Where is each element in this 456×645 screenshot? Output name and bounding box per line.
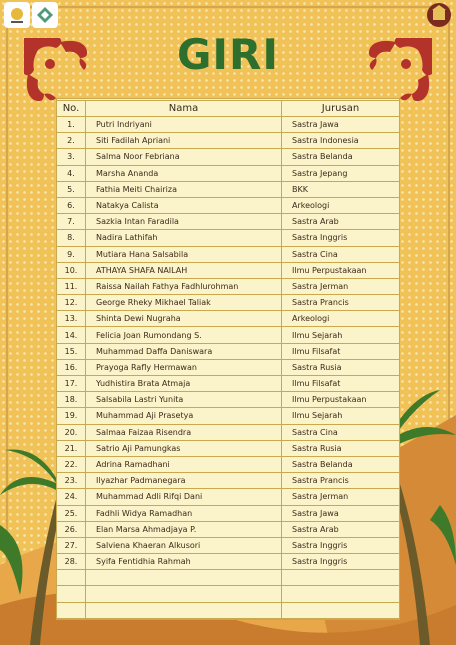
page-title: GIRI bbox=[176, 30, 280, 79]
cell-no: 22. bbox=[57, 456, 86, 472]
cell-nama: Yudhistira Brata Atmaja bbox=[86, 376, 282, 392]
cell-no: 9. bbox=[57, 246, 86, 262]
cell-jurusan: Sastra Jerman bbox=[282, 278, 400, 294]
cell-jurusan: Sastra Cina bbox=[282, 246, 400, 262]
cell-no: 11. bbox=[57, 278, 86, 294]
cell-nama: Raissa Nailah Fathya Fadhlurohman bbox=[86, 278, 282, 294]
empty-row bbox=[57, 602, 400, 618]
cell-no: 18. bbox=[57, 392, 86, 408]
empty-cell bbox=[282, 570, 400, 586]
cell-no: 21. bbox=[57, 440, 86, 456]
cell-nama: Ilyazhar Padmanegara bbox=[86, 473, 282, 489]
cell-nama: Muhammad Daffa Daniswara bbox=[86, 343, 282, 359]
table-row bbox=[57, 489, 400, 505]
cell-no: 16. bbox=[57, 359, 86, 375]
cell-no: 26. bbox=[57, 521, 86, 537]
cell-no: 20. bbox=[57, 424, 86, 440]
cell-jurusan: Sastra Rusia bbox=[282, 359, 400, 375]
cell-no: 5. bbox=[57, 181, 86, 197]
cell-no: 12. bbox=[57, 295, 86, 311]
cell-jurusan: Sastra Arab bbox=[282, 521, 400, 537]
cell-nama: Putri Indriyani bbox=[86, 117, 282, 133]
cell-nama: Sazkia Intan Faradila bbox=[86, 214, 282, 230]
cell-nama: Fadhli Widya Ramadhan bbox=[86, 505, 282, 521]
empty-cell bbox=[57, 586, 86, 602]
cell-no: 6. bbox=[57, 197, 86, 213]
empty-cell bbox=[86, 602, 282, 618]
cell-jurusan: Ilmu Sejarah bbox=[282, 408, 400, 424]
cell-nama: Marsha Ananda bbox=[86, 165, 282, 181]
cell-no: 23. bbox=[57, 473, 86, 489]
table-row bbox=[57, 327, 400, 343]
cell-nama: Fathia Meiti Chairiza bbox=[86, 181, 282, 197]
cell-nama: Muhammad Adli Rifqi Dani bbox=[86, 489, 282, 505]
cell-nama: Muhammad Aji Prasetya bbox=[86, 408, 282, 424]
cell-no: 13. bbox=[57, 311, 86, 327]
cell-jurusan: Arkeologi bbox=[282, 197, 400, 213]
cell-no: 2. bbox=[57, 133, 86, 149]
cell-jurusan: Ilmu Perpustakaan bbox=[282, 392, 400, 408]
table-row bbox=[57, 197, 400, 213]
cell-nama: ATHAYA SHAFA NAILAH bbox=[86, 262, 282, 278]
cell-no: 8. bbox=[57, 230, 86, 246]
cell-no: 3. bbox=[57, 149, 86, 165]
cell-nama: George Rheky Mikhael Taliak bbox=[86, 295, 282, 311]
cell-nama: Shinta Dewi Nugraha bbox=[86, 311, 282, 327]
cell-jurusan: Sastra Belanda bbox=[282, 149, 400, 165]
cell-jurusan: Sastra Arab bbox=[282, 214, 400, 230]
cell-nama: Felicia Joan Rumondang S. bbox=[86, 327, 282, 343]
cell-nama: Salmaa Faizaa Risendra bbox=[86, 424, 282, 440]
cell-jurusan: Sastra Jawa bbox=[282, 117, 400, 133]
cell-nama: Elan Marsa Ahmadjaya P. bbox=[86, 521, 282, 537]
cell-nama: Natakya Calista bbox=[86, 197, 282, 213]
empty-cell bbox=[57, 570, 86, 586]
empty-cell bbox=[57, 602, 86, 618]
table-row bbox=[57, 440, 400, 456]
table-row bbox=[57, 311, 400, 327]
table-row bbox=[57, 408, 400, 424]
cell-no: 17. bbox=[57, 376, 86, 392]
table-row bbox=[57, 117, 400, 133]
table-row bbox=[57, 149, 400, 165]
table-row bbox=[57, 165, 400, 181]
cell-jurusan: Ilmu Filsafat bbox=[282, 376, 400, 392]
table-row bbox=[57, 554, 400, 570]
cell-jurusan: BKK bbox=[282, 181, 400, 197]
empty-cell bbox=[282, 586, 400, 602]
cell-no: 28. bbox=[57, 554, 86, 570]
cell-jurusan: Ilmu Perpustakaan bbox=[282, 262, 400, 278]
empty-cell bbox=[86, 586, 282, 602]
cell-nama: Salma Noor Febriana bbox=[86, 149, 282, 165]
event-logo-icon bbox=[426, 2, 452, 28]
table-row bbox=[57, 262, 400, 278]
faculty-logo-icon bbox=[32, 2, 58, 28]
cell-jurusan: Sastra Jerman bbox=[282, 489, 400, 505]
table-row bbox=[57, 214, 400, 230]
table-row bbox=[57, 505, 400, 521]
cell-jurusan: Sastra Belanda bbox=[282, 456, 400, 472]
cell-nama: Siti Fadilah Apriani bbox=[86, 133, 282, 149]
cell-jurusan: Sastra Jepang bbox=[282, 165, 400, 181]
cell-no: 15. bbox=[57, 343, 86, 359]
table-row bbox=[57, 133, 400, 149]
cell-jurusan: Sastra Jawa bbox=[282, 505, 400, 521]
cell-nama: Syifa Fentidhia Rahmah bbox=[86, 554, 282, 570]
cell-nama: Salsabila Lastri Yunita bbox=[86, 392, 282, 408]
header-no: No. bbox=[57, 101, 86, 117]
table-row bbox=[57, 246, 400, 262]
cell-nama: Nadira Lathifah bbox=[86, 230, 282, 246]
cell-jurusan: Arkeologi bbox=[282, 311, 400, 327]
table-header bbox=[57, 101, 400, 117]
cell-no: 24. bbox=[57, 489, 86, 505]
empty-cell bbox=[282, 602, 400, 618]
table-row bbox=[57, 473, 400, 489]
table-row bbox=[57, 278, 400, 294]
cell-nama: Satrio Aji Pamungkas bbox=[86, 440, 282, 456]
cell-jurusan: Sastra Inggris bbox=[282, 230, 400, 246]
cell-jurusan: Sastra Indonesia bbox=[282, 133, 400, 149]
table-row bbox=[57, 392, 400, 408]
table-row bbox=[57, 295, 400, 311]
cell-jurusan: Ilmu Sejarah bbox=[282, 327, 400, 343]
university-logo-icon bbox=[4, 2, 30, 28]
table-row bbox=[57, 230, 400, 246]
table-row bbox=[57, 537, 400, 553]
empty-cell bbox=[86, 570, 282, 586]
cell-nama: Mutiara Hana Salsabila bbox=[86, 246, 282, 262]
cell-jurusan: Sastra Inggris bbox=[282, 537, 400, 553]
header-nama: Nama bbox=[86, 101, 282, 117]
cell-nama: Salviena Khaeran Alkusori bbox=[86, 537, 282, 553]
cell-jurusan: Sastra Inggris bbox=[282, 554, 400, 570]
cell-jurusan: Sastra Rusia bbox=[282, 440, 400, 456]
table-row bbox=[57, 343, 400, 359]
cell-no: 10. bbox=[57, 262, 86, 278]
cell-nama: Prayoga Rafly Hermawan bbox=[86, 359, 282, 375]
table-row bbox=[57, 456, 400, 472]
cell-jurusan: Ilmu Filsafat bbox=[282, 343, 400, 359]
cell-no: 1. bbox=[57, 117, 86, 133]
empty-row bbox=[57, 570, 400, 586]
header-jurusan: Jurusan bbox=[282, 101, 400, 117]
cell-jurusan: Sastra Prancis bbox=[282, 473, 400, 489]
table-row bbox=[57, 521, 400, 537]
empty-row bbox=[57, 586, 400, 602]
cell-no: 25. bbox=[57, 505, 86, 521]
table-row bbox=[57, 424, 400, 440]
cell-nama: Adrina Ramadhani bbox=[86, 456, 282, 472]
table-row bbox=[57, 181, 400, 197]
cell-no: 7. bbox=[57, 214, 86, 230]
table-row bbox=[57, 359, 400, 375]
cell-jurusan: Sastra Cina bbox=[282, 424, 400, 440]
cell-no: 4. bbox=[57, 165, 86, 181]
table-row bbox=[57, 376, 400, 392]
cell-no: 14. bbox=[57, 327, 86, 343]
cell-no: 27. bbox=[57, 537, 86, 553]
member-table bbox=[56, 100, 400, 619]
cell-jurusan: Sastra Prancis bbox=[282, 295, 400, 311]
cell-no: 19. bbox=[57, 408, 86, 424]
